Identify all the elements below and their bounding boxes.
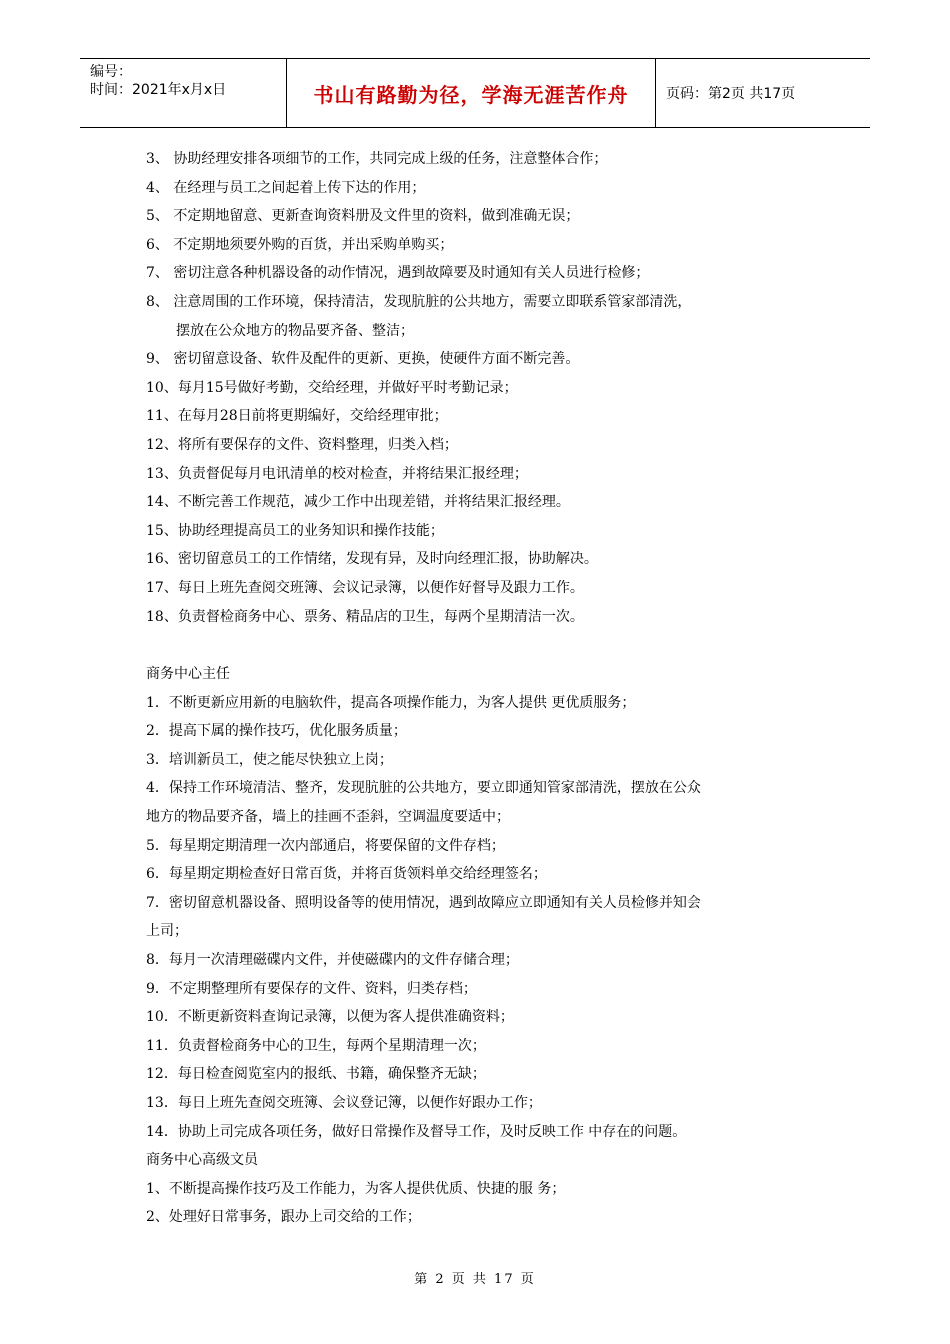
text-line: 13．每日上班先查阅交班簿、会议登记簿，以便作好跟办工作； <box>146 1095 542 1111</box>
text-line: 6．每星期定期检查好日常百货，并将百货领料单交给经理签名； <box>146 866 547 883</box>
text-line: 16、密切留意员工的工作情绪，发现有异，及时向经理汇报，协助解决。 <box>146 551 598 568</box>
text-line: 9．不定期整理所有要保存的文件、资料，归类存档； <box>146 980 477 997</box>
text-line: 5．每星期定期清理一次内部通启，将要保留的文件存档； <box>146 837 505 854</box>
text-line: 14、不断完善工作规范，减少工作中出现差错，并将结果汇报经理。 <box>146 494 570 511</box>
text-line: 13、负责督促每月电讯清单的校对检查，并将结果汇报经理； <box>146 465 528 482</box>
text-line: 2．提高下属的操作技巧，优化服务质量； <box>146 723 407 740</box>
header-motto: 书山有路勤为径，学海无涯苦作舟 <box>286 59 656 127</box>
text-line: 8、 注意周围的工作环境，保持清洁，发现肮脏的公共地方，需要立即联系管家部清洗， <box>146 293 692 310</box>
text-line: 地方的物品要齐备，墙上的挂画不歪斜，空调温度要适中； <box>146 809 510 826</box>
text-line: 7．密切留意机器设备、照明设备等的使用情况，遇到故障应立即通知有关人员检修并知会 <box>146 894 701 911</box>
text-line: 8．每月一次清理磁碟内文件，并使磁碟内的文件存储合理； <box>146 952 519 969</box>
text-line: 4、 在经理与员工之间起着上传下达的作用； <box>146 179 426 196</box>
text-line: 5、 不定期地留意、更新查询资料册及文件里的资料，做到准确无误； <box>146 208 580 225</box>
text-line: 14．协助上司完成各项任务，做好日常操作及督导工作，及时反映工作 中存在的问题。 <box>146 1123 687 1140</box>
text-line: 11．负责督检商务中心的卫生，每两个星期清理一次； <box>146 1037 486 1054</box>
section-gap <box>146 631 826 660</box>
text-line: 18、负责督检商务中心、票务、精品店的卫生，每两个星期清洁一次。 <box>146 608 584 625</box>
text-line: 商务中心主任 <box>146 666 230 683</box>
document-number-label: 编号： <box>90 64 132 80</box>
text-line: 6、 不定期地须要外购的百货，并出采购单购买； <box>146 236 454 253</box>
text-line: 商务中心高级文员 <box>146 1152 258 1169</box>
text-line: 上司； <box>146 923 188 940</box>
text-line: 1、不断提高操作技巧及工作能力，为客人提供优质、快捷的服 务； <box>146 1180 566 1197</box>
header-meta <box>80 59 286 127</box>
document-body <box>146 145 826 1232</box>
text-line: 12、将所有要保存的文件、资料整理，归类入档； <box>146 436 458 453</box>
text-line: 2、处理好日常事务，跟办上司交给的工作； <box>146 1209 421 1226</box>
text-line: 10、每月15号做好考勤，交给经理，并做好平时考勤记录； <box>146 379 518 396</box>
text-line: 3、 协助经理安排各项细节的工作，共同完成上级的任务，注意整体合作； <box>146 151 608 167</box>
header-page-info: 页码：第2页 共17页 <box>666 86 796 102</box>
text-line: 9、 密切留意设备、软件及配件的更新、更换，使硬件方面不断完善。 <box>146 351 580 368</box>
text-line: 10．不断更新资料查询记录簿，以便为客人提供准确资料； <box>146 1009 514 1026</box>
text-line: 3．培训新员工，使之能尽快独立上岗； <box>146 751 393 768</box>
text-line: 4．保持工作环境清洁、整齐，发现肮脏的公共地方，要立即通知管家部清洗，摆放在公众 <box>146 780 701 797</box>
text-line: 12．每日检查阅览室内的报纸、书籍，确保整齐无缺； <box>146 1066 486 1083</box>
text-line: 15、协助经理提高员工的业务知识和操作技能； <box>146 522 444 539</box>
page-header <box>80 58 870 128</box>
text-line: 17、每日上班先查阅交班簿、会议记录簿，以便作好督导及跟力工作。 <box>146 579 584 596</box>
document-time-label: 时间：2021年x月x日 <box>90 82 227 98</box>
page-footer: 第 2 页 共 17 页 <box>414 1272 536 1287</box>
text-line: 11、在每月28日前将更期编好，交给经理审批； <box>146 408 448 425</box>
text-line: 7、 密切注意各种机器设备的动作情况，遇到故障要及时通知有关人员进行检修； <box>146 265 650 282</box>
text-line: 摆放在公众地方的物品要齐备、整洁； <box>176 322 414 339</box>
text-line: 1．不断更新应用新的电脑软件，提高各项操作能力，为客人提供 更优质服务； <box>146 694 636 711</box>
